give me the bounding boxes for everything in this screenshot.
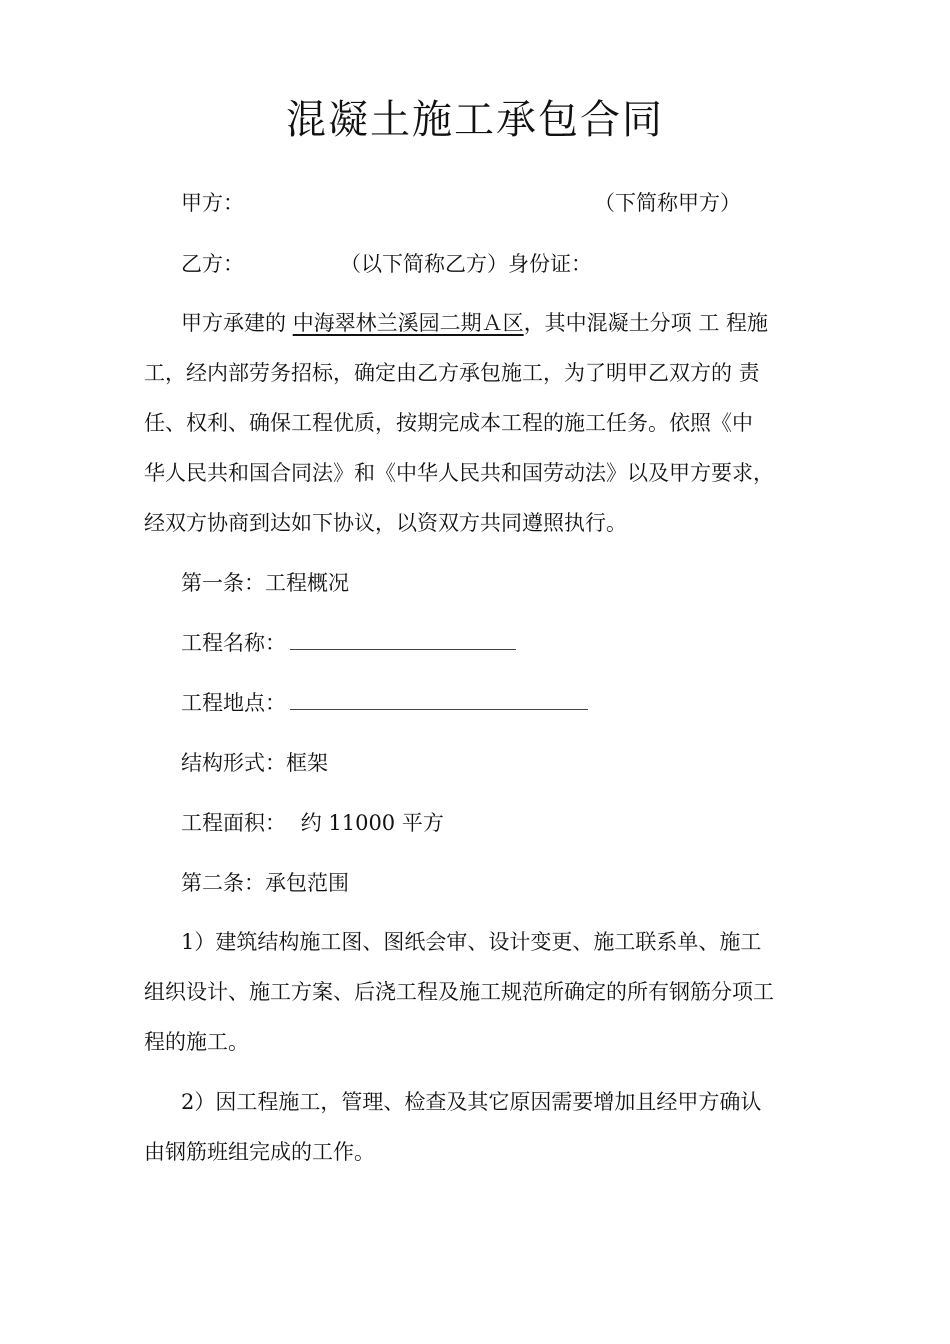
intro-line1-rest: ，其中混凝土分项 工 程施 [523,311,769,335]
article2-heading: 第二条：承包范围 [181,871,349,895]
project-name-blank [290,635,516,650]
project-area-line [181,808,444,838]
project-area-label: 工程面积： [181,811,286,835]
article1-heading: 第一条：工程概况 [181,571,349,595]
intro-line-3: 任、权利、确保工程优质，按期完成本工程的施工任务。依照《中 [144,411,753,435]
project-name-label: 工程名称： [181,631,286,655]
party-b-note: （以下简称乙方）身份证： [340,252,592,276]
party-b-label: 乙方： [181,252,244,276]
document-title: 混凝土施工承包合同 [286,97,664,143]
project-area-value: 约 11000 平方 [300,811,444,835]
intro-prefix: 甲方承建的 [181,311,286,335]
intro-line-4: 华人民共和国合同法》和《中华人民共和国劳动法》以及甲方要求， [144,461,774,485]
intro-line-5: 经双方协商到达如下协议，以资双方共同遵照执行。 [144,511,627,535]
party-a-line [181,188,244,218]
party-a-label: 甲方： [181,191,244,215]
party-a-note: （下简称甲方） [594,191,741,215]
project-name-line [181,628,516,658]
scope-item1-line1: 1）建筑结构施工图、图纸会审、设计变更、施工联系单、施工 [181,930,762,954]
project-location-line [181,688,588,718]
scope-item2-line1: 2）因工程施工，管理、检查及其它原因需要增加且经甲方确认 [181,1090,762,1114]
scope-item1-line2: 组织设计、施工方案、后浇工程及施工规范所确定的所有钢筋分项工 [144,980,774,1004]
scope-item1-line3: 程的施工。 [144,1030,249,1054]
project-location-label: 工程地点： [181,691,286,715]
party-b-line [181,249,592,279]
intro-line-2: 工，经内部劳务招标，确定由乙方承包施工，为了明甲乙双方的 责 [144,361,760,385]
project-name-underlined: 中海翠林兰溪园二期Ａ区 [292,311,524,335]
scope-item2-line2: 由钢筋班组完成的工作。 [144,1140,375,1164]
project-location-blank [290,695,588,710]
structure-form: 结构形式：框架 [181,751,328,775]
intro-line-1 [181,308,768,338]
